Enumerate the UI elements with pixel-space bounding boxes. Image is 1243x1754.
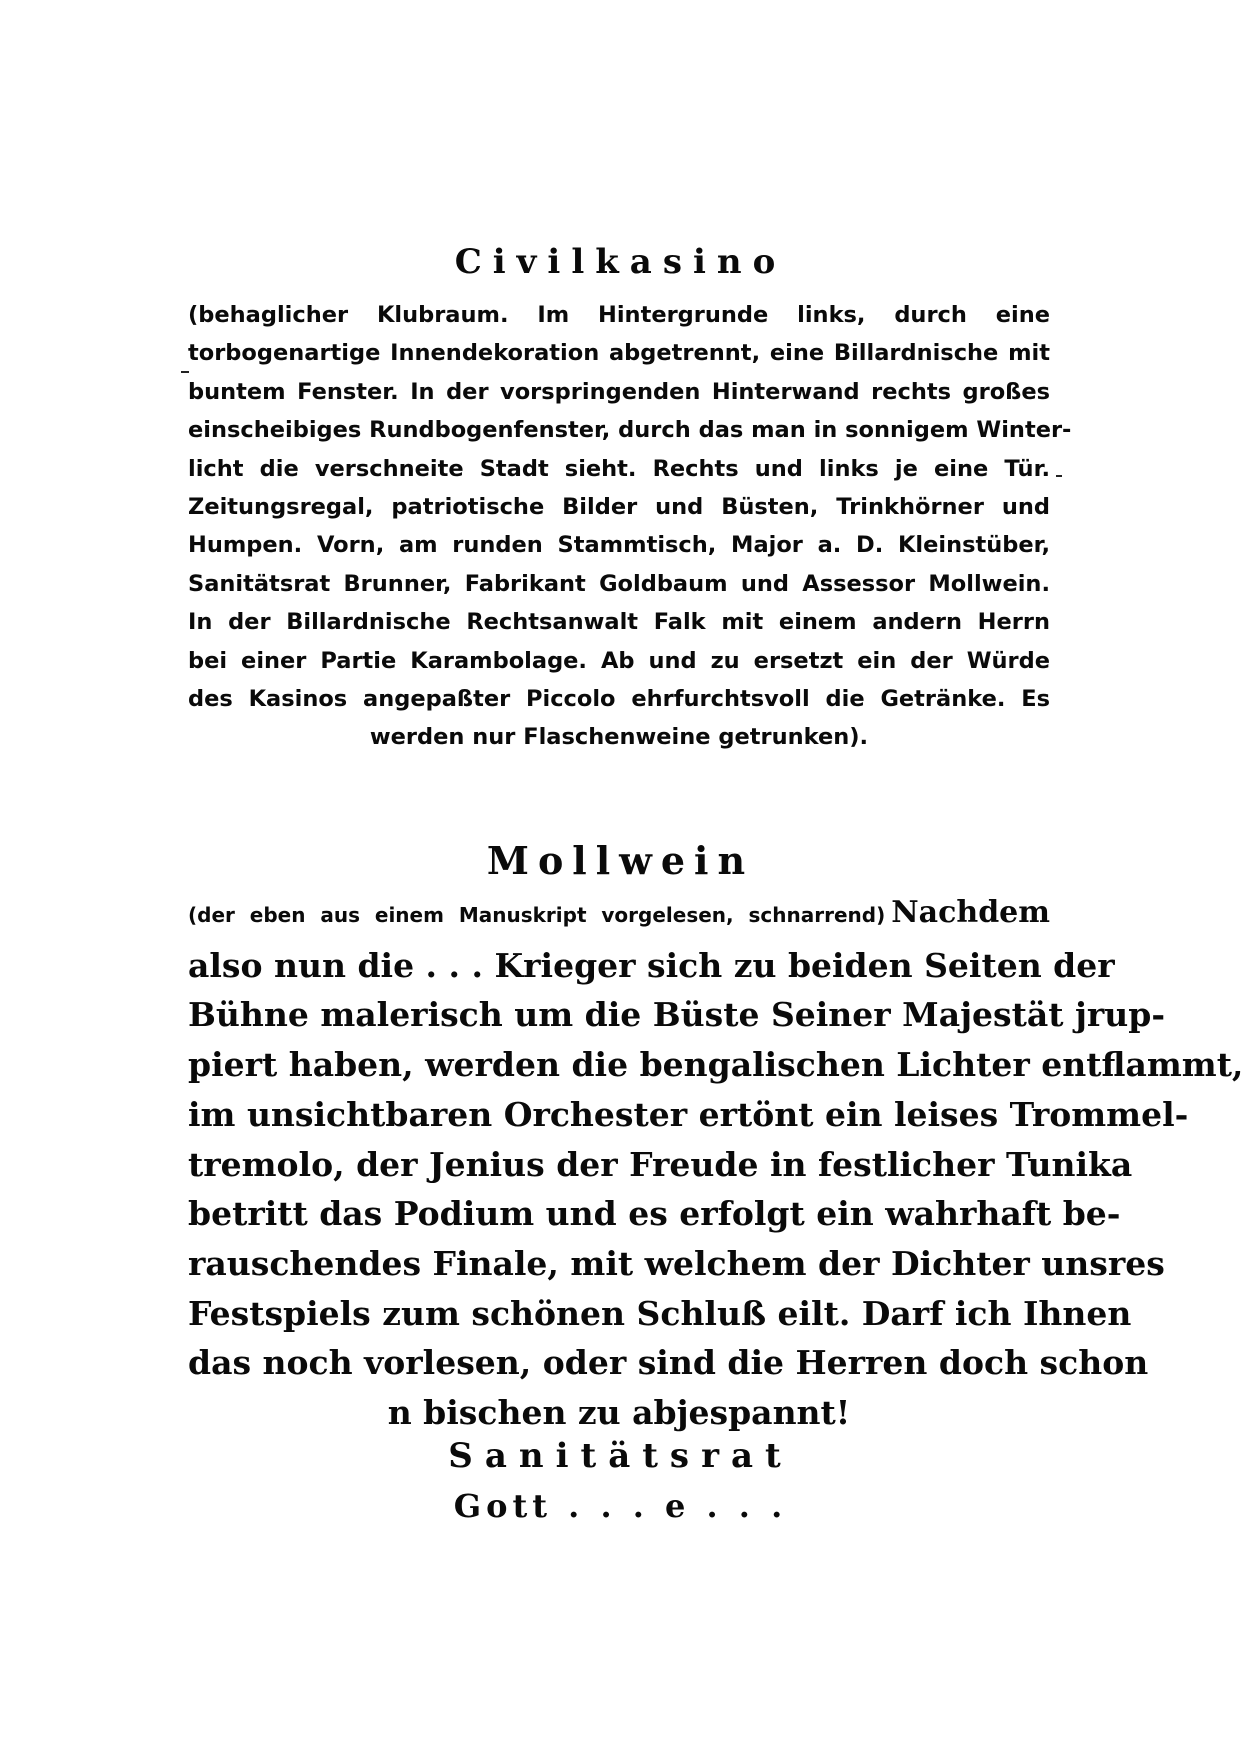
reply-text: Gott . . . e . . . xyxy=(453,1487,788,1525)
stage-direction-line: Zeitungsregal, patriotische Bilder und Büsten, Trinkhörner und xyxy=(188,494,1050,521)
speaker-name: Mollwein xyxy=(486,838,755,883)
stage-direction-line: bei einer Partie Karambolage. Ab und zu ersetzt ein der Würde xyxy=(188,647,1050,674)
speech-first-words: Nachdem xyxy=(891,895,1050,930)
speech-aside: (der eben aus einem Manuskript vorgelesen, schnarrend) xyxy=(188,903,886,927)
scene-title: Civilkasino xyxy=(454,242,787,282)
speech-text xyxy=(188,888,1243,1438)
stage-direction-line: des Kasinos angepaßter Piccolo ehrfurchtsvoll die Getränke. Es xyxy=(188,686,1050,713)
speech-line: betritt das Podium und es erfolgt ein wahrhaft be- xyxy=(188,1194,1121,1234)
speech-line: n bischen zu abjespannt! xyxy=(387,1393,851,1433)
stage-direction-line: In der Billardnische Rechtsanwalt Falk mit einem andern Herrn xyxy=(188,609,1050,636)
stage-direction-line: licht die verschneite Stadt sieht. Rechts und links je eine Tür. xyxy=(188,455,1050,482)
speech-line: im unsichtbaren Orchester ertönt ein leises Trommel- xyxy=(188,1094,1189,1134)
speech-line: rauschendes Finale, mit welchem der Dichter unsres xyxy=(188,1243,1165,1283)
speech-line: also nun die . . . Krieger sich zu beiden Seiten der xyxy=(188,945,1115,985)
print-speck xyxy=(1056,475,1062,477)
stage-direction-line: Humpen. Vorn, am runden Stammtisch, Major a. D. Kleinstüber, xyxy=(188,532,1050,559)
speech-line xyxy=(188,888,1050,941)
speech-line: piert haben, werden die bengalischen Lichter entflammt, xyxy=(188,1045,1243,1085)
speech-line: Festspiels zum schönen Schluß eilt. Darf ich Ihnen xyxy=(188,1293,1132,1333)
stage-direction-line: einscheibiges Rundbogenfenster, durch das man in sonnigem Winter- xyxy=(188,417,1072,444)
stage-direction-line: buntem Fenster. In der vorspringenden Hinterwand rechts großes xyxy=(188,378,1050,405)
stage-direction-line: torbogenartige Innendekoration abgetrennt, eine Billardnische mit xyxy=(188,340,1050,367)
stage-direction-line: (behaglicher Klubraum. Im Hintergrunde links, durch eine xyxy=(188,302,1050,328)
speech-line: tremolo, der Jenius der Freude in festlicher Tunika xyxy=(188,1144,1133,1184)
speaker-name: Sanitätsrat xyxy=(448,1436,793,1476)
speech-line: das noch vorlesen, oder sind die Herren doch schon xyxy=(188,1343,1149,1383)
stage-direction-line: werden nur Flaschenweine getrunken). xyxy=(369,724,869,751)
stage-direction xyxy=(188,296,1072,757)
stage-direction-line: Sanitätsrat Brunner, Fabrikant Goldbaum und Assessor Mollwein. xyxy=(188,570,1050,597)
print-speck xyxy=(181,371,189,373)
speech-line: Bühne malerisch um die Büste Seiner Majestät jrup- xyxy=(188,995,1166,1035)
